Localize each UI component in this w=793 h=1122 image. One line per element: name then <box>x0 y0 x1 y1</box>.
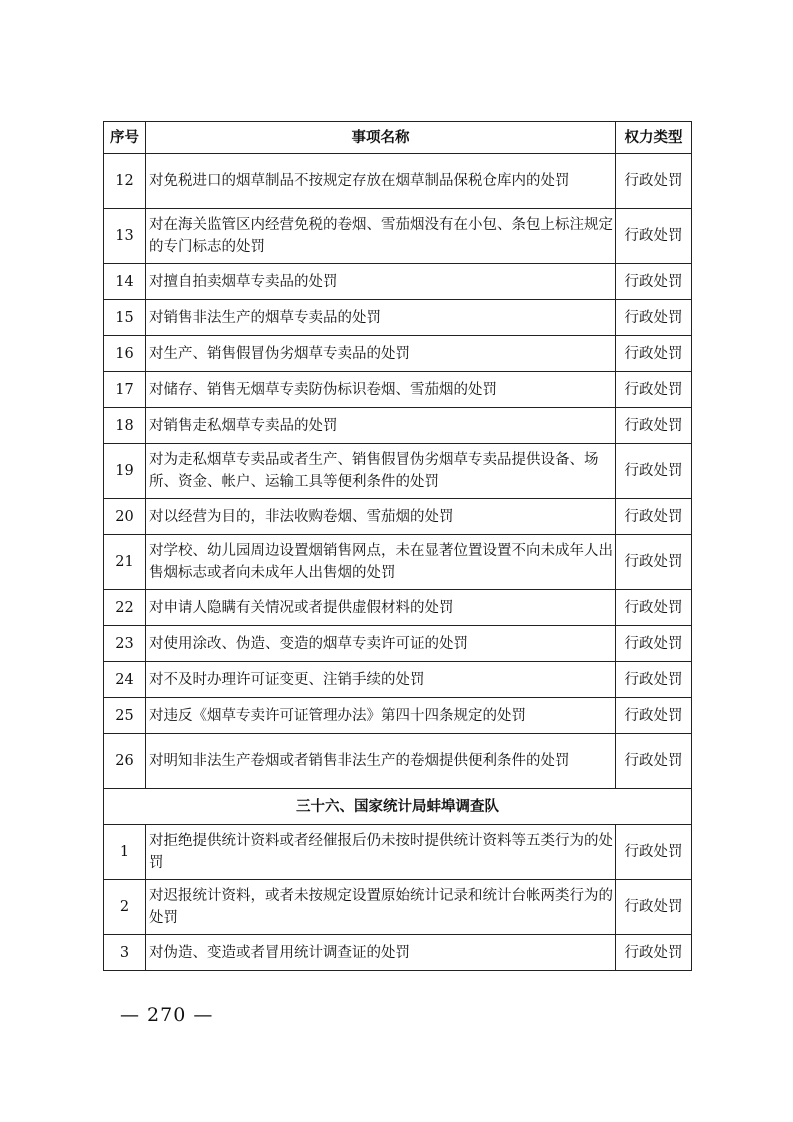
row-item-name: 对违反《烟草专卖许可证管理办法》第四十四条规定的处罚 <box>146 698 616 734</box>
row-power-type: 行政处罚 <box>616 154 692 209</box>
row-item-name: 对免税进口的烟草制品不按规定存放在烟草制品保税仓库内的处罚 <box>146 154 616 209</box>
row-item-name: 对销售走私烟草专卖品的处罚 <box>146 408 616 444</box>
row-power-type: 行政处罚 <box>616 444 692 499</box>
row-serial: 23 <box>104 626 146 662</box>
row-power-type: 行政处罚 <box>616 300 692 336</box>
page-number: — 270 — <box>120 1004 214 1026</box>
row-item-name: 对使用涂改、伪造、变造的烟草专卖许可证的处罚 <box>146 626 616 662</box>
table-row <box>104 935 692 971</box>
row-serial: 18 <box>104 408 146 444</box>
table-row <box>104 154 692 209</box>
row-item-name: 对以经营为目的，非法收购卷烟、雪茄烟的处罚 <box>146 499 616 535</box>
row-power-type: 行政处罚 <box>616 626 692 662</box>
row-power-type: 行政处罚 <box>616 408 692 444</box>
table-row <box>104 444 692 499</box>
row-serial: 26 <box>104 734 146 789</box>
header-serial: 序号 <box>104 122 146 154</box>
table-row <box>104 499 692 535</box>
row-serial: 1 <box>104 825 146 880</box>
row-serial: 16 <box>104 336 146 372</box>
section-row <box>104 789 692 825</box>
row-item-name: 对迟报统计资料，或者未按规定设置原始统计记录和统计台帐两类行为的处罚 <box>146 880 616 935</box>
row-power-type: 行政处罚 <box>616 372 692 408</box>
table-row <box>104 209 692 264</box>
row-serial: 14 <box>104 264 146 300</box>
row-item-name: 对销售非法生产的烟草专卖品的处罚 <box>146 300 616 336</box>
table-row <box>104 336 692 372</box>
table-row <box>104 300 692 336</box>
row-item-name: 对伪造、变造或者冒用统计调查证的处罚 <box>146 935 616 971</box>
table-row <box>104 264 692 300</box>
row-serial: 2 <box>104 880 146 935</box>
row-item-name: 对储存、销售无烟草专卖防伪标识卷烟、雪茄烟的处罚 <box>146 372 616 408</box>
table-header-row <box>104 122 692 154</box>
row-serial: 12 <box>104 154 146 209</box>
table-row <box>104 880 692 935</box>
row-serial: 15 <box>104 300 146 336</box>
row-serial: 21 <box>104 535 146 590</box>
row-power-type: 行政处罚 <box>616 698 692 734</box>
row-item-name: 对在海关监管区内经营免税的卷烟、雪茄烟没有在小包、条包上标注规定的专门标志的处罚 <box>146 209 616 264</box>
row-power-type: 行政处罚 <box>616 825 692 880</box>
row-item-name: 对学校、幼儿园周边设置烟销售网点，未在显著位置设置不向未成年人出售烟标志或者向未成年人出售烟的处罚 <box>146 535 616 590</box>
row-power-type: 行政处罚 <box>616 590 692 626</box>
row-serial: 19 <box>104 444 146 499</box>
row-serial: 20 <box>104 499 146 535</box>
row-item-name: 对拒绝提供统计资料或者经催报后仍未按时提供统计资料等五类行为的处罚 <box>146 825 616 880</box>
header-power-type: 权力类型 <box>616 122 692 154</box>
row-item-name: 对生产、销售假冒伪劣烟草专卖品的处罚 <box>146 336 616 372</box>
row-power-type: 行政处罚 <box>616 880 692 935</box>
table-row <box>104 372 692 408</box>
row-serial: 3 <box>104 935 146 971</box>
row-power-type: 行政处罚 <box>616 336 692 372</box>
row-power-type: 行政处罚 <box>616 209 692 264</box>
table-row <box>104 698 692 734</box>
header-item-name: 事项名称 <box>146 122 616 154</box>
row-item-name: 对擅自拍卖烟草专卖品的处罚 <box>146 264 616 300</box>
table-row <box>104 408 692 444</box>
row-item-name: 对申请人隐瞒有关情况或者提供虚假材料的处罚 <box>146 590 616 626</box>
table-row <box>104 535 692 590</box>
row-power-type: 行政处罚 <box>616 662 692 698</box>
row-power-type: 行政处罚 <box>616 264 692 300</box>
table-row <box>104 825 692 880</box>
row-serial: 24 <box>104 662 146 698</box>
table-row <box>104 734 692 789</box>
power-list-table <box>103 121 692 971</box>
row-item-name: 对不及时办理许可证变更、注销手续的处罚 <box>146 662 616 698</box>
section-title: 三十六、国家统计局蚌埠调查队 <box>104 789 692 825</box>
row-serial: 17 <box>104 372 146 408</box>
row-power-type: 行政处罚 <box>616 499 692 535</box>
row-item-name: 对明知非法生产卷烟或者销售非法生产的卷烟提供便利条件的处罚 <box>146 734 616 789</box>
row-serial: 25 <box>104 698 146 734</box>
row-serial: 22 <box>104 590 146 626</box>
row-serial: 13 <box>104 209 146 264</box>
row-power-type: 行政处罚 <box>616 935 692 971</box>
row-power-type: 行政处罚 <box>616 734 692 789</box>
table-row <box>104 590 692 626</box>
table-row <box>104 662 692 698</box>
row-item-name: 对为走私烟草专卖品或者生产、销售假冒伪劣烟草专卖品提供设备、场所、资金、帐户、运输工具等便利条件的处罚 <box>146 444 616 499</box>
table-row <box>104 626 692 662</box>
row-power-type: 行政处罚 <box>616 535 692 590</box>
